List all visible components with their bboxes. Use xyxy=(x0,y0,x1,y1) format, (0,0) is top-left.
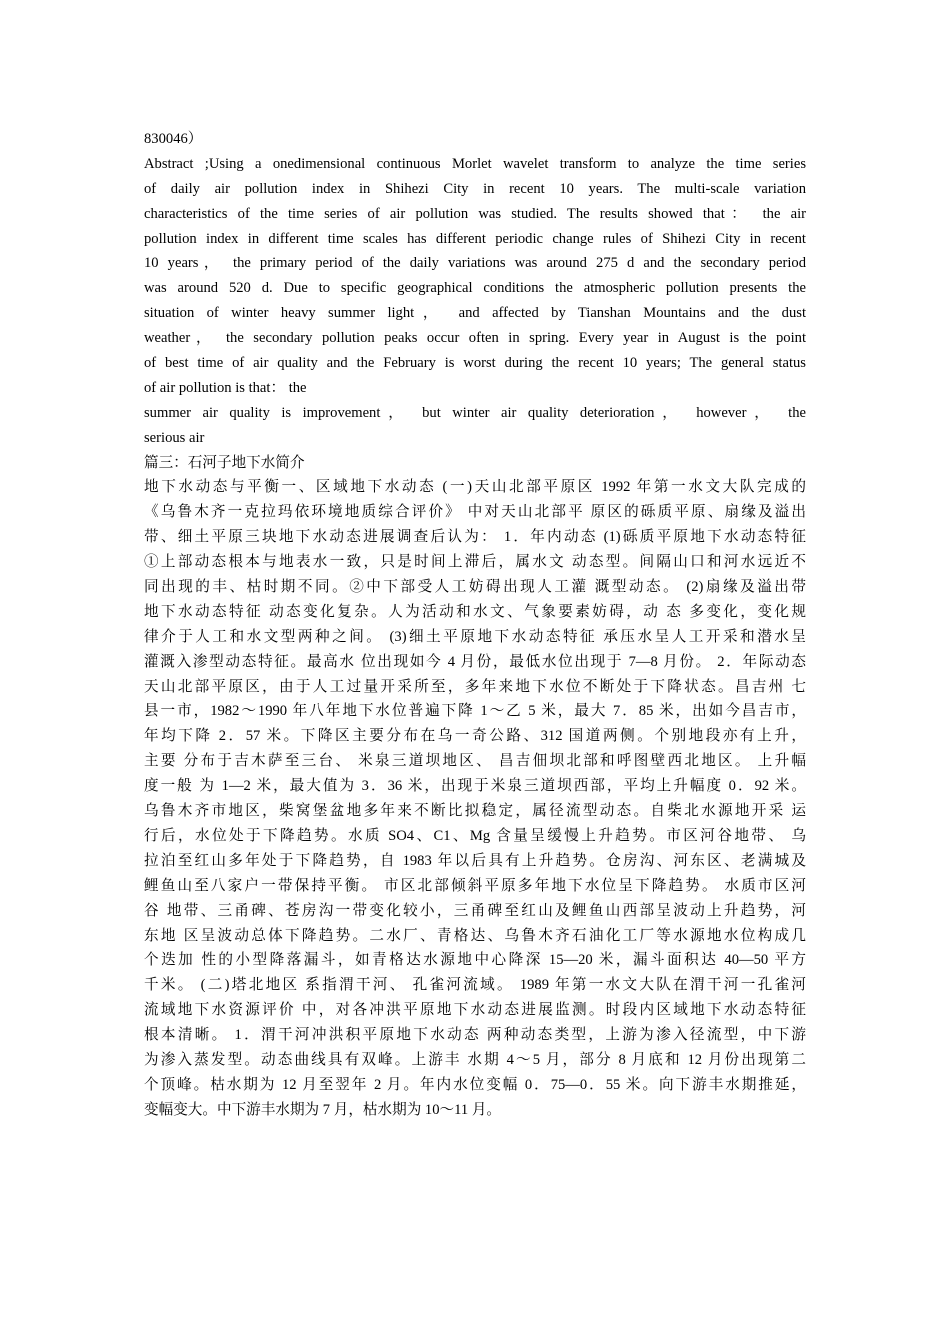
abstract-line: of daily air pollution index in Shihezi City in recent 10 years. The multi-scale variation xyxy=(144,180,806,197)
body-line: 个迭加 性的小型降落漏斗，如青格达水源地中心降深 15—20 米，漏斗面积达 40—50 平方 xyxy=(144,952,806,969)
body-line: 变幅变大。中下游丰水期为 7 月，枯水期为 10～11 月。 xyxy=(144,1101,502,1118)
document-page xyxy=(144,127,806,1123)
abstract-line: characteristics of the time series of air pollution was studied. The results showed that： the air xyxy=(144,205,806,222)
body-line: 为渗入蒸发型。动态曲线具有双峰。上游丰 水期 4～5 月，部分 8 月底和 12 月份出现第二 xyxy=(144,1051,806,1068)
body-line: 灌溉入渗型动态特征。最高水 位出现如今 4 月份，最低水位出现于 7—8 月份。 2．年际动态 xyxy=(144,653,806,670)
abstract-line: of best time of air quality and the February is worst during the recent 10 years; The general status xyxy=(144,355,806,372)
body-line: 个顶峰。枯水期为 12 月至翌年 2 月。年内水位变幅 0．75—0．55 米。向下游丰水期推延， xyxy=(144,1076,806,1093)
abstract-paragraph xyxy=(144,152,806,451)
body-line: 地下水动态特征 动态变化复杂。人为活动和水文、气象要素妨碍，动 态 多变化，变化规 xyxy=(144,603,806,620)
body-line: 主要 分布于吉木萨至三台、 米泉三道坝地区、 昌吉佃坝北部和呼图壁西北地区。 上升幅 xyxy=(144,753,806,770)
body-line: 地下水动态与平衡一、区域地下水动态 (一)天山北部平原区 1992 年第一水文大队完成的 xyxy=(144,479,806,496)
body-line: 《乌鲁木齐一克拉玛依环境地质综合评价》 中对天山北部平 原区的砾质平原、扇缘及溢出 xyxy=(144,504,806,521)
body-line: 县一市，1982～1990 年八年地下水位普遍下降 1～乙 5 米，最大 7．85 米，出如今昌吉市， xyxy=(144,703,806,720)
body-line: 律介于人工和水文型两种之间。 (3)细土平原地下水动态特征 承压水呈人工开采和潜水呈 xyxy=(144,628,806,645)
body-line: 带、细土平原三块地下水动态进展调查后认为： 1．年内动态 (1)砾质平原地下水动态特征 xyxy=(144,529,806,546)
body-line: 同出现的丰、枯时期不同。②中下部受人工妨碍出现人工灌 溉型动态。 (2)扇缘及溢出带 xyxy=(144,579,806,596)
body-line: 拉泊至红山多年处于下降趋势，自 1983 年以后具有上升趋势。仓房沟、河东区、老满城及 xyxy=(144,852,806,869)
abstract-line: serious air xyxy=(144,429,205,446)
body-paragraph xyxy=(144,475,806,1122)
body-line: 鲤鱼山至八家户一带保持平衡。 市区北部倾斜平原多年地下水位呈下降趋势。 水质市区河 xyxy=(144,877,806,894)
section-heading: 篇三：石河子地下水简介 xyxy=(144,454,305,471)
body-line: 谷 地带、三甬碑、苍房沟一带变化较小，三甬碑至红山及鲤鱼山西部呈波动上升趋势，河 xyxy=(144,902,806,919)
body-line: 天山北部平原区，由于人工过量开采所至，多年来地下水位不断处于下降状态。昌吉州 七 xyxy=(144,678,806,695)
affiliation-tail: 830046） xyxy=(144,131,203,147)
abstract-line: situation of winter heavy summer light， and affected by Tianshan Mountains and the dust xyxy=(144,305,806,322)
body-line: 乌鲁木齐市地区，柴窝堡盆地多年来不断比拟稳定，属径流型动态。自柴北水源地开采 运 xyxy=(144,803,806,820)
abstract-line: pollution index in different time scales has different periodic change rules of Shihezi City in recent xyxy=(144,230,806,247)
body-line: ①上部动态根本与地表水一致，只是时间上滞后，属水文 动态型。间隔山口和河水远近不 xyxy=(144,554,806,571)
body-line: 千米。 (二)塔北地区 系指渭干河、 孔雀河流域。 1989 年第一水文大队在渭干河一孔雀河 xyxy=(144,977,806,994)
abstract-line: weather， the secondary pollution peaks occur often in spring. Every year in August is the point xyxy=(144,330,806,347)
body-line: 东地 区呈波动总体下降趋势。二水厂、青格达、乌鲁木齐石油化工厂等水源地水位构成几 xyxy=(144,927,806,944)
abstract-line: Abstract ;Using a onedimensional continuous Morlet wavelet transform to analyze the time series xyxy=(144,155,806,172)
body-line: 年均下降 2．57 米。下降区主要分布在乌一奇公路、312 国道两侧。个别地段亦有上升， xyxy=(144,728,806,745)
body-line: 度一般 为 1—2 米，最大值为 3．36 米，出现于米泉三道坝西部，平均上升幅度 0．92 米。 xyxy=(144,778,806,795)
abstract-line: of air pollution is that： the xyxy=(144,379,307,396)
body-line: 流域地下水资源评价 中，对各冲洪平原地下水动态进展监测。时段内区域地下水动态特征 xyxy=(144,1002,806,1019)
abstract-line: 10 years， the primary period of the daily variations was around 275 d and the secondary period xyxy=(144,255,806,272)
body-line: 根本清晰。 1．渭干河冲洪积平原地下水动态 两种动态类型，上游为渗入径流型，中下游 xyxy=(144,1027,806,1044)
abstract-line: was around 520 d. Due to specific geographical conditions the atmospheric pollution presents the xyxy=(144,280,806,297)
body-line: 行后，水位处于下降趋势。水质 SO4、C1、Mg 含量呈缓慢上升趋势。市区河谷地带、 乌 xyxy=(144,827,806,844)
abstract-line: summer air quality is improvement， but winter air quality deterioration， however， the xyxy=(144,404,806,421)
